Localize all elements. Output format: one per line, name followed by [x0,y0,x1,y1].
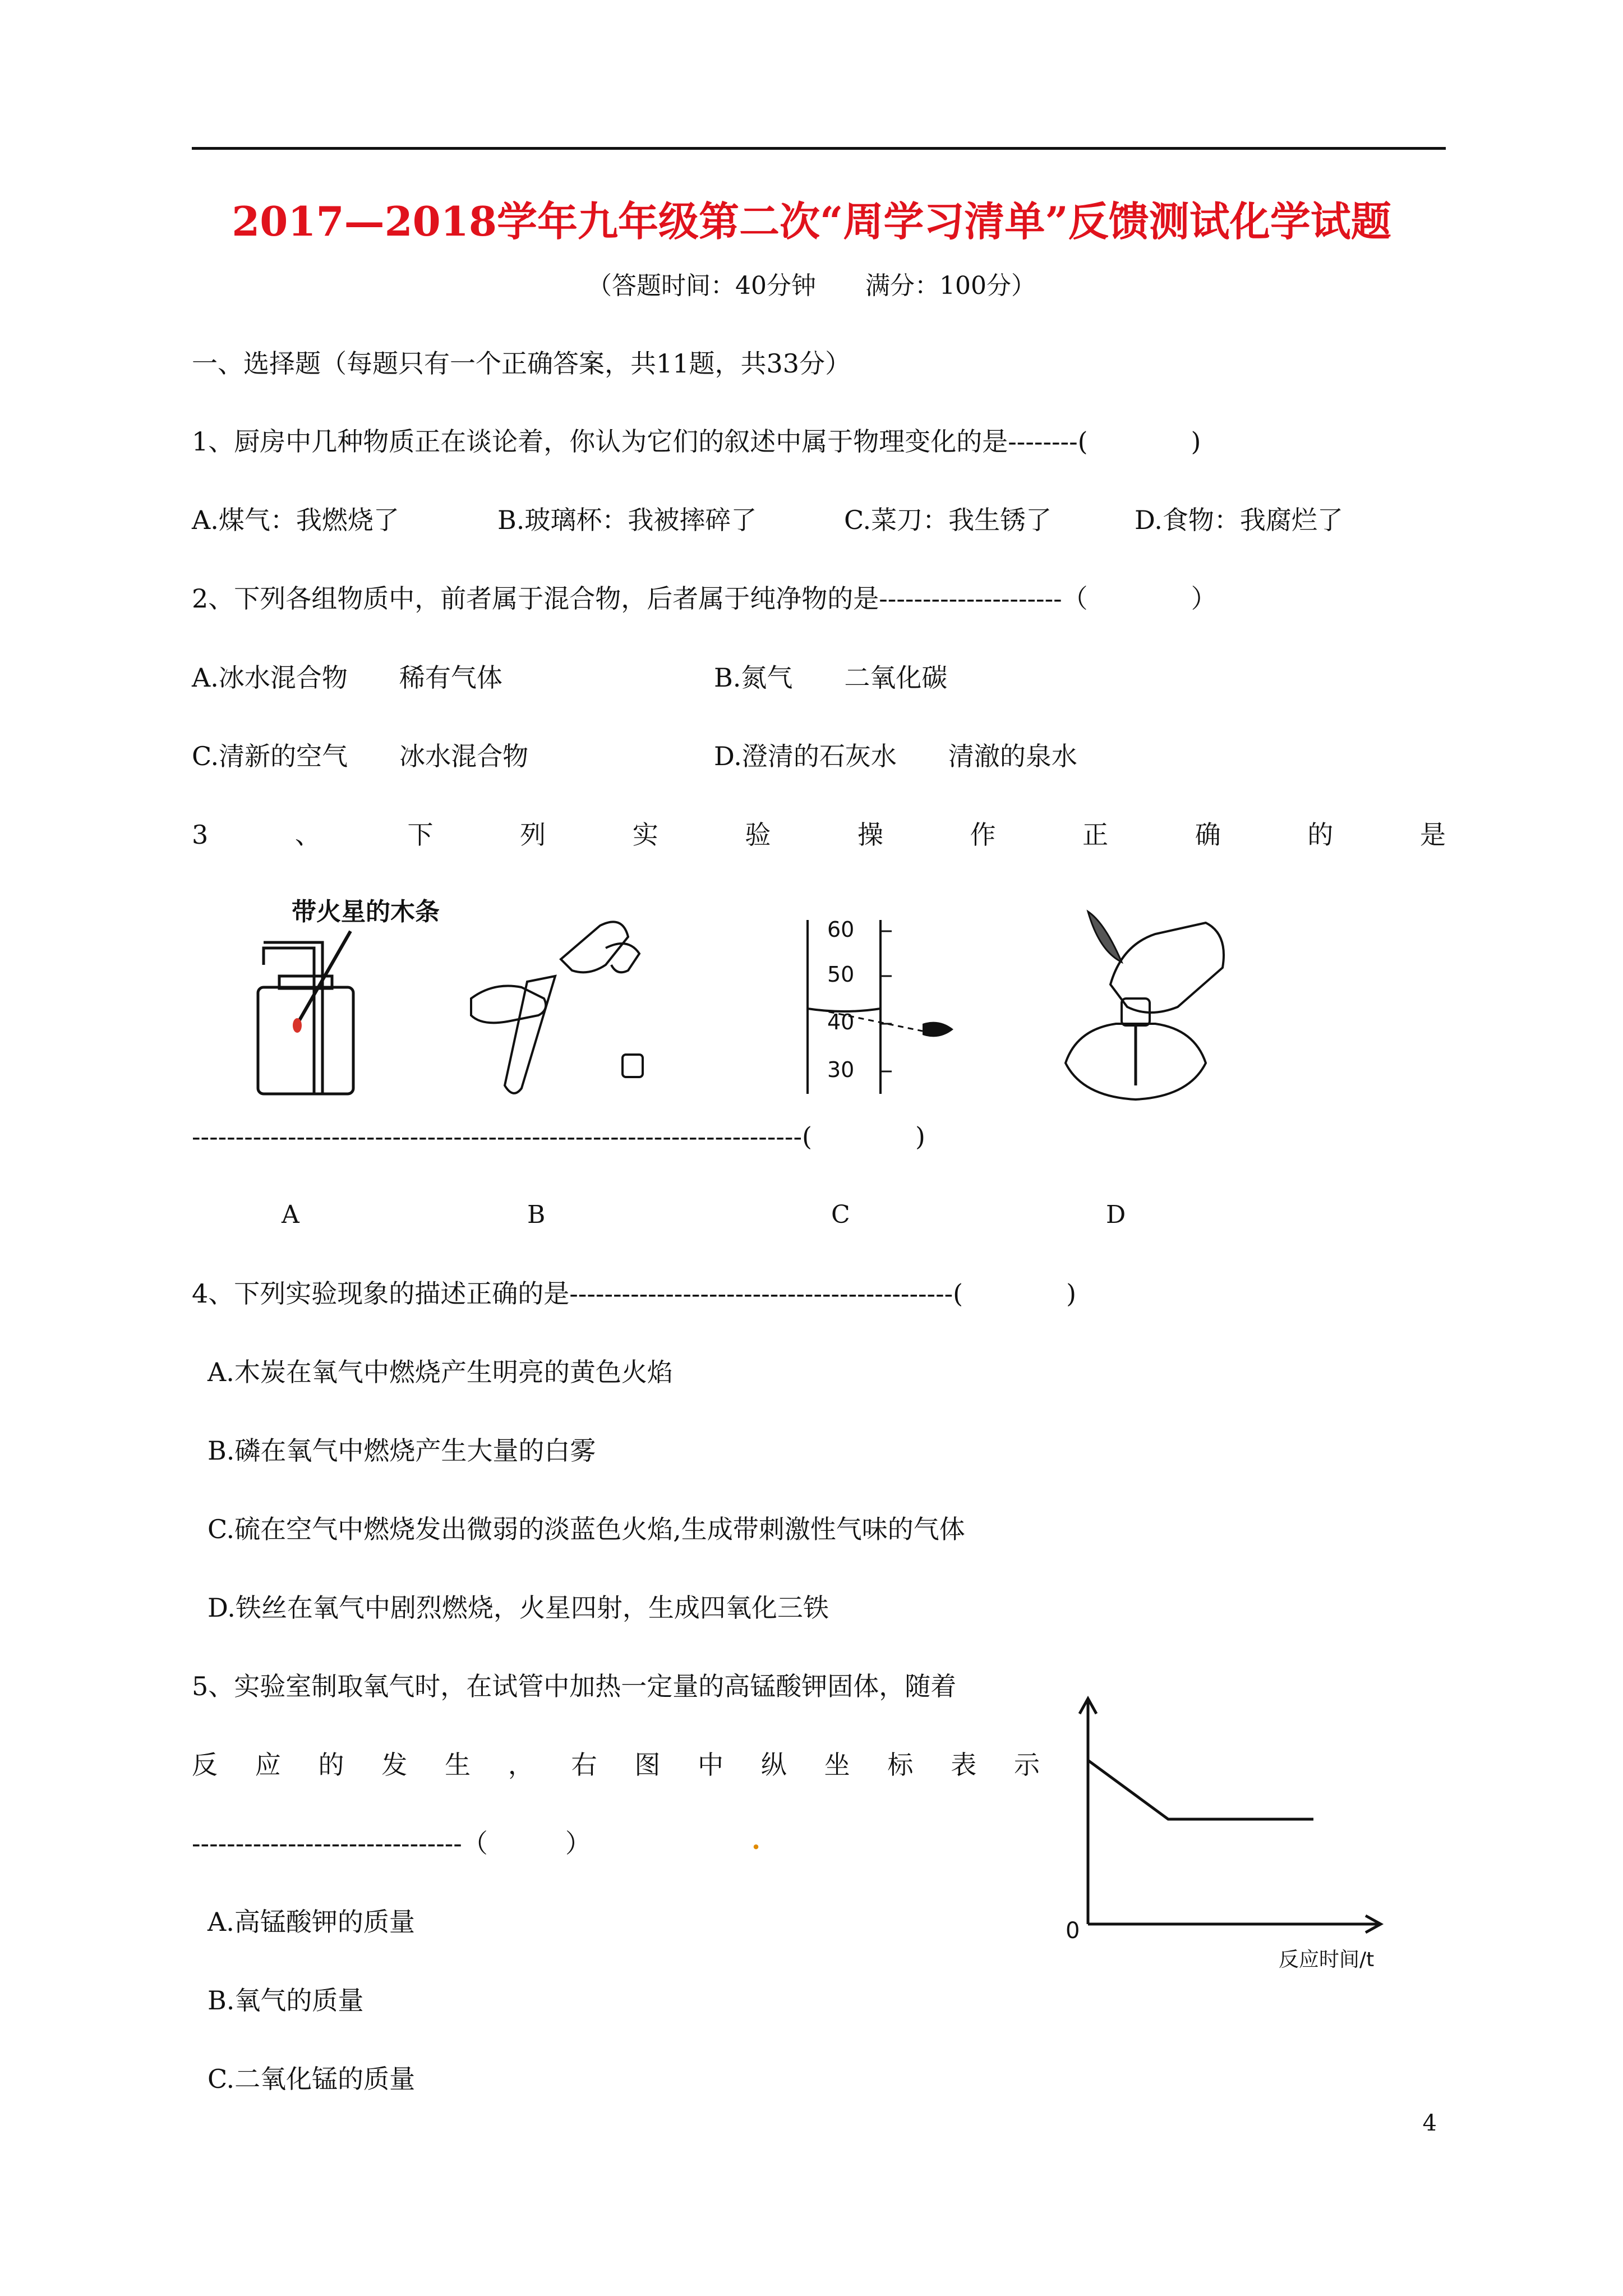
scale-tick-label: 30 [827,1057,855,1082]
q2-option-d: D.澄清的石灰水 清澈的泉水 [714,741,1077,771]
gas-bottle [258,987,353,1094]
q1-option-a: A.煤气：我燃烧了 [192,505,399,535]
q4-option-c: C.硫在空气中燃烧发出微弱的淡蓝色火焰,生成带刺激性气味的气体 [208,1514,965,1544]
glass-tube [264,948,314,1094]
q3-stem-char: 是 [1419,820,1446,850]
q4-option-d: D.铁丝在氧气中剧烈燃烧，火星四射，生成四氧化三铁 [208,1593,829,1623]
q3-stem-char: 、 [294,820,321,850]
q4-option-b: B.磷在氧气中燃烧产生大量的白雾 [208,1435,596,1466]
q1-option-c: C.菜刀：我生锈了 [844,505,1052,535]
graph-curve [1088,1760,1313,1819]
q3-stem-char: 下 [407,820,434,850]
q2-option-b: B.氮气 二氧化碳 [714,662,948,693]
q3-figure-a [247,892,465,1105]
q1-option-b: B.玻璃杯：我被摔碎了 [497,505,757,535]
q3-stem-char: 的 [1307,820,1334,850]
question-5-stem-line3: -------------------------------（ ） [192,1828,591,1858]
q5-option-a: A.高锰酸钾的质量 [208,1907,415,1937]
q5-stem-char: 生 [445,1750,471,1780]
page-number: 4 [1422,2110,1437,2136]
q5-stem-char: 发 [381,1750,408,1780]
scale-tick-label: 50 [827,962,855,987]
q5-stem-char: ， [508,1750,534,1780]
q4-option-a: A.木炭在氧气中燃烧产生明亮的黄色火焰 [208,1357,673,1387]
q5-stem-char: 标 [887,1750,914,1780]
q3-stem-char: 作 [970,820,996,850]
q5-stem-char: 示 [1013,1750,1040,1780]
answer-dot: . [751,1825,761,1855]
q5-option-c: C.二氧化锰的质量 [208,2064,416,2094]
q2-option-a: A.冰水混合物 稀有气体 [192,662,502,693]
q5-option-b: B.氧气的质量 [208,1985,364,2016]
q3-stem-char: 列 [520,820,546,850]
q3-figure-c [785,909,976,1099]
q3-label-d: D [1106,1200,1126,1229]
ember-icon [293,1018,302,1033]
q5-stem-char: 纵 [760,1750,787,1780]
q3-figure-d [1043,900,1245,1114]
q5-stem-char: 右 [571,1750,597,1780]
q5-stem-char: 坐 [824,1750,850,1780]
x-axis-label: 反应时间/t [1279,1948,1375,1971]
q3-answer-dashes: ----------------------------------------------------------------------( ) [192,1121,925,1152]
question-5-stem-line2 [192,1748,1040,1782]
reagent-bottle [561,922,628,972]
origin-label: 0 [1066,1918,1080,1944]
q5-stem-char: 表 [951,1750,977,1780]
scale-tick-label: 60 [827,917,855,942]
q5-stem-char: 反 [192,1750,218,1780]
q3-fig-caption: 带火星的木条 [292,898,440,926]
section-heading: 一、选择题（每题只有一个正确答案，共11题，共33分） [192,348,851,379]
q3-stem-char: 实 [632,820,658,850]
q3-stem-char: 3 [192,820,209,850]
q3-label-c: C [831,1200,850,1229]
question-1-stem: 1、厨房中几种物质正在谈论着，你认为它们的叙述中属于物理变化的是--------( ) [192,426,1201,457]
hand-icon [471,986,546,1023]
question-3-stem [192,818,1446,852]
q3-stem-char: 正 [1082,820,1109,850]
q5-stem-char: 图 [634,1750,661,1780]
q3-stem-char: 验 [745,820,771,850]
question-5-stem-line1: 5、实验室制取氧气时，在试管中加热一定量的高锰酸钾固体，随着 [192,1671,957,1701]
test-tube [505,976,555,1093]
q5-stem-char: 中 [698,1750,724,1780]
q3-stem-char: 操 [857,820,883,850]
scale-tick-label: 40 [827,1010,855,1034]
q3-label-b: B [527,1200,546,1229]
q2-option-c: C.清新的空气 冰水混合物 [192,741,529,771]
bottle-stopper [623,1055,643,1077]
question-2-stem: 2、下列各组物质中，前者属于混合物，后者属于纯净物的是---------------------（ ） [192,583,1217,614]
eye-icon [923,1022,953,1037]
q5-stem-char: 的 [318,1750,344,1780]
question-4-stem: 4、下列实验现象的描述正确的是--------------------------------------------( ) [192,1278,1077,1309]
flame-icon [1088,912,1122,962]
page-title: 2017—2018学年九年级第二次“周学习清单”反馈测试化学试题 [232,197,1391,245]
exam-info: （答题时间：40分钟 满分：100分） [587,272,1036,300]
q3-label-a: A [282,1200,299,1229]
q5-graph [1054,1688,1413,1986]
q5-stem-char: 应 [255,1750,281,1780]
q3-stem-char: 确 [1195,820,1221,850]
q3-figure-b [460,914,695,1099]
q1-option-d: D.食物：我腐烂了 [1135,505,1343,535]
header-rule [192,147,1446,150]
